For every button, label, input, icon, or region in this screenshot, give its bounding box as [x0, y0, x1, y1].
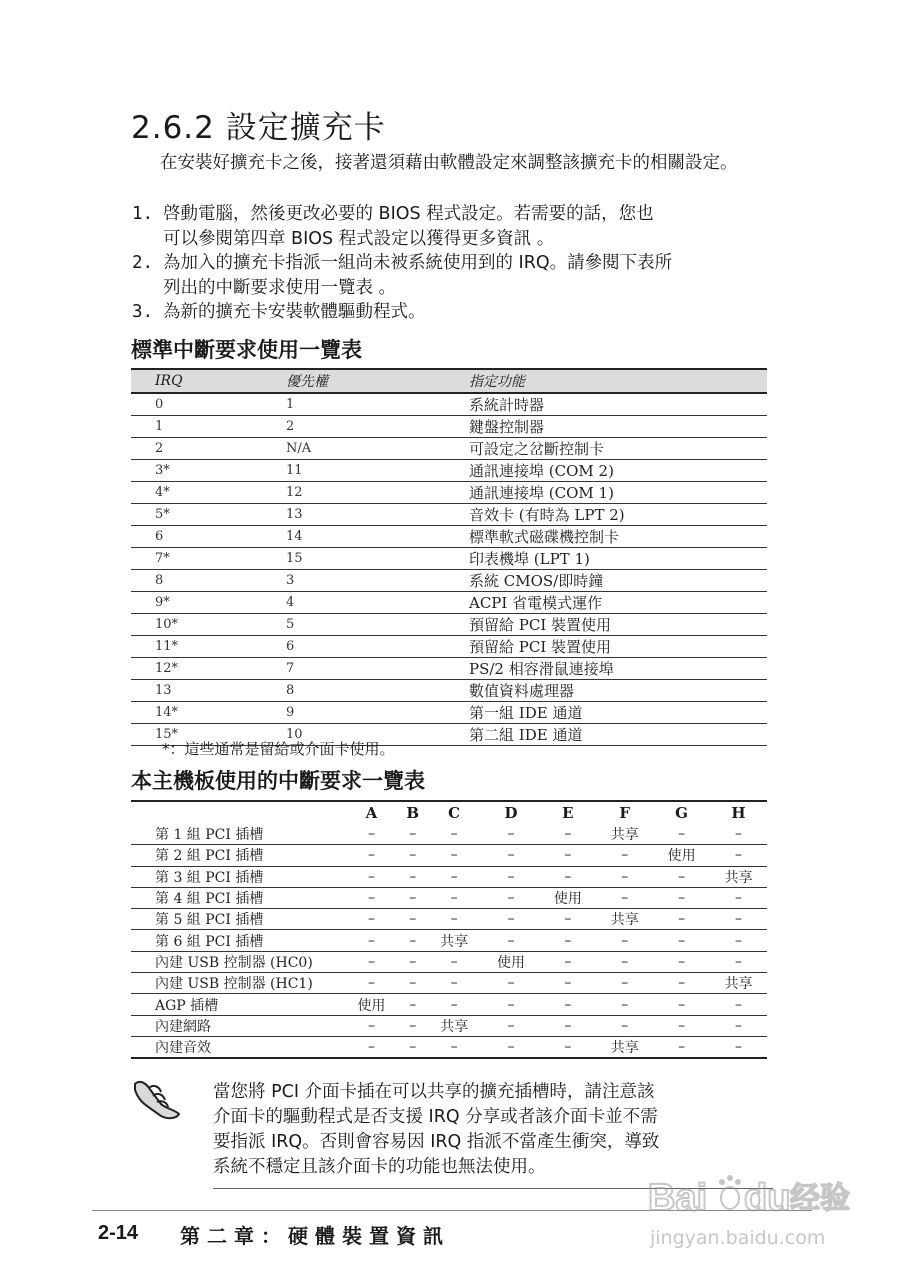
note-line: 當您將 PCI 介面卡插在可以共享的擴充插槽時，請注意該: [213, 1082, 655, 1102]
pci-table-row: [131, 994, 767, 1015]
int-assignment-cell: –: [539, 845, 596, 866]
int-assignment-cell: –: [710, 994, 767, 1015]
pci-table-row: [131, 824, 767, 845]
irq-table-row: [131, 702, 767, 724]
irq-cell: 13: [131, 680, 262, 702]
note-line: 介面卡的驅動程式是否支援 IRQ 分享或者該介面卡並不需: [213, 1107, 658, 1127]
int-assignment-cell: –: [539, 930, 596, 951]
irq-table-row: [131, 526, 767, 548]
int-column-header: F: [596, 801, 653, 824]
pointing-hand-icon: [131, 1074, 185, 1122]
irq-cell: 4*: [131, 482, 262, 504]
step-line: 為新的擴充卡安裝軟體驅動程式。: [163, 302, 426, 322]
int-assignment-cell: –: [426, 866, 483, 887]
priority-cell: 8: [262, 680, 443, 702]
step-line: 列出的中斷要求使用一覽表 。: [163, 277, 397, 298]
int-assignment-cell: 共享: [426, 930, 483, 951]
priority-cell: N/A: [262, 438, 443, 460]
watermark-brand: Bai: [648, 1177, 708, 1219]
int-assignment-cell: –: [426, 973, 483, 994]
int-assignment-cell: –: [710, 845, 767, 866]
priority-cell: 1: [262, 393, 443, 416]
watermark-url: jingyan.baidu.com: [650, 1227, 826, 1249]
function-cell: 數值資料處理器: [443, 680, 767, 702]
irq-cell: 8: [131, 570, 262, 592]
chapter-title: 第二章：硬體裝置資訊: [180, 1224, 450, 1248]
int-assignment-cell: –: [426, 887, 483, 908]
int-assignment-cell: 共享: [710, 973, 767, 994]
int-assignment-cell: –: [596, 994, 653, 1015]
slot-column-header: [131, 801, 343, 824]
step-item: [132, 300, 772, 325]
priority-cell: 6: [262, 636, 443, 658]
step-number: 2.: [132, 253, 154, 273]
irq-table-row: [131, 548, 767, 570]
int-assignment-cell: 使用: [653, 845, 710, 866]
irq-table-row: [131, 570, 767, 592]
pci-table-row: [131, 887, 767, 908]
irq-column-header: IRQ: [131, 369, 262, 393]
int-assignment-cell: –: [710, 1015, 767, 1036]
step-line: 可以參閱第四章 BIOS 程式設定以獲得更多資訊 。: [163, 228, 555, 249]
int-assignment-cell: –: [343, 930, 400, 951]
irq-cell: 9*: [131, 592, 262, 614]
slot-name-cell: 第 4 組 PCI 插槽: [131, 887, 343, 908]
irq-cell: 11*: [131, 636, 262, 658]
irq-table-row: [131, 614, 767, 636]
int-assignment-cell: –: [596, 973, 653, 994]
int-assignment-cell: –: [343, 887, 400, 908]
int-assignment-cell: –: [343, 909, 400, 930]
function-cell: 音效卡 (有時為 LPT 2): [443, 504, 767, 526]
int-assignment-cell: –: [483, 1015, 540, 1036]
function-cell: 通訊連接埠 (COM 1): [443, 482, 767, 504]
int-assignment-cell: –: [426, 845, 483, 866]
intro-text: 在安裝好擴充卡之後，接著還須藉由軟體設定來調整該擴充卡的相關設定。: [160, 153, 738, 173]
irq-cell: 1: [131, 416, 262, 438]
function-column-header: 指定功能: [443, 369, 767, 393]
int-assignment-cell: –: [539, 1036, 596, 1058]
int-assignment-cell: –: [539, 994, 596, 1015]
irq-table-row: [131, 658, 767, 680]
priority-cell: 3: [262, 570, 443, 592]
int-assignment-cell: –: [596, 887, 653, 908]
pci-table-row: [131, 909, 767, 930]
int-assignment-cell: –: [653, 1015, 710, 1036]
int-assignment-cell: –: [400, 1015, 426, 1036]
function-cell: 印表機埠 (LPT 1): [443, 548, 767, 570]
int-assignment-cell: –: [400, 930, 426, 951]
priority-cell: 7: [262, 658, 443, 680]
irq-cell: 15*: [131, 724, 262, 746]
int-assignment-cell: –: [596, 930, 653, 951]
function-cell: 標準軟式磁碟機控制卡: [443, 526, 767, 548]
int-assignment-cell: –: [483, 866, 540, 887]
section-title: 2.6.2 設定擴充卡: [131, 110, 386, 146]
irq-table-row: [131, 460, 767, 482]
int-assignment-cell: –: [400, 845, 426, 866]
int-assignment-cell: 共享: [596, 824, 653, 845]
int-assignment-cell: –: [539, 951, 596, 972]
pci-table-row: [131, 845, 767, 866]
int-assignment-cell: –: [343, 951, 400, 972]
step-number: 1.: [132, 204, 154, 224]
int-assignment-cell: –: [483, 1036, 540, 1058]
irq-cell: 0: [131, 393, 262, 416]
priority-cell: 11: [262, 460, 443, 482]
int-assignment-cell: –: [596, 845, 653, 866]
int-assignment-cell: –: [710, 909, 767, 930]
priority-cell: 2: [262, 416, 443, 438]
priority-cell: 10: [262, 724, 443, 746]
int-assignment-cell: –: [653, 994, 710, 1015]
int-assignment-cell: –: [426, 994, 483, 1015]
irq-table-row: [131, 416, 767, 438]
pci-irq-table: [131, 800, 767, 1059]
pci-table-header: [131, 801, 767, 824]
function-cell: 預留給 PCI 裝置使用: [443, 614, 767, 636]
slot-name-cell: 第 1 組 PCI 插槽: [131, 824, 343, 845]
note-line: 要指派 IRQ。否則會容易因 IRQ 指派不當產生衝突，導致: [213, 1132, 660, 1152]
int-column-header: A: [343, 801, 400, 824]
irq-table-row: [131, 482, 767, 504]
step-number: 3.: [132, 302, 154, 322]
function-cell: 鍵盤控制器: [443, 416, 767, 438]
int-assignment-cell: –: [596, 866, 653, 887]
irq-footnote: *：這些通常是留給或介面卡使用。: [162, 740, 395, 758]
int-assignment-cell: –: [400, 994, 426, 1015]
function-cell: ACPI 省電模式運作: [443, 592, 767, 614]
irq-table-row: [131, 592, 767, 614]
int-assignment-cell: –: [426, 909, 483, 930]
int-assignment-cell: –: [539, 824, 596, 845]
priority-cell: 15: [262, 548, 443, 570]
int-assignment-cell: –: [343, 1036, 400, 1058]
irq-table-header: [131, 369, 767, 393]
irq-table-row: [131, 680, 767, 702]
int-assignment-cell: –: [400, 1036, 426, 1058]
slot-name-cell: 第 5 組 PCI 插槽: [131, 909, 343, 930]
int-assignment-cell: –: [653, 824, 710, 845]
int-assignment-cell: 共享: [596, 909, 653, 930]
int-assignment-cell: –: [653, 973, 710, 994]
int-assignment-cell: –: [539, 973, 596, 994]
int-assignment-cell: –: [400, 866, 426, 887]
page-number: 2-14: [98, 1222, 139, 1244]
irq-table-row: [131, 393, 767, 416]
int-assignment-cell: –: [400, 973, 426, 994]
int-assignment-cell: –: [539, 1015, 596, 1036]
function-cell: 預留給 PCI 裝置使用: [443, 636, 767, 658]
pci-table-row: [131, 1036, 767, 1058]
int-assignment-cell: –: [343, 866, 400, 887]
slot-name-cell: 第 2 組 PCI 插槽: [131, 845, 343, 866]
pci-table-row: [131, 930, 767, 951]
int-assignment-cell: –: [343, 973, 400, 994]
function-cell: PS/2 相容滑鼠連接埠: [443, 658, 767, 680]
int-assignment-cell: –: [653, 866, 710, 887]
int-assignment-cell: –: [483, 887, 540, 908]
int-assignment-cell: –: [343, 1015, 400, 1036]
int-assignment-cell: –: [596, 951, 653, 972]
irq-table-heading: 標準中斷要求使用一覽表: [131, 338, 362, 362]
priority-cell: 9: [262, 702, 443, 724]
steps-list: [132, 202, 772, 325]
int-assignment-cell: –: [426, 951, 483, 972]
int-assignment-cell: –: [483, 845, 540, 866]
slot-name-cell: 第 3 組 PCI 插槽: [131, 866, 343, 887]
watermark-brand-2: du: [744, 1177, 791, 1219]
step-item: [132, 202, 772, 251]
priority-cell: 13: [262, 504, 443, 526]
irq-cell: 14*: [131, 702, 262, 724]
int-assignment-cell: –: [653, 887, 710, 908]
priority-cell: 12: [262, 482, 443, 504]
int-assignment-cell: 共享: [426, 1015, 483, 1036]
int-assignment-cell: –: [596, 1015, 653, 1036]
pci-table-row: [131, 951, 767, 972]
irq-table: [131, 368, 767, 746]
irq-cell: 3*: [131, 460, 262, 482]
int-assignment-cell: –: [539, 909, 596, 930]
int-assignment-cell: –: [653, 1036, 710, 1058]
int-assignment-cell: 共享: [596, 1036, 653, 1058]
irq-cell: 6: [131, 526, 262, 548]
int-assignment-cell: –: [539, 866, 596, 887]
slot-name-cell: AGP 插槽: [131, 994, 343, 1015]
irq-cell: 10*: [131, 614, 262, 636]
int-assignment-cell: 共享: [710, 866, 767, 887]
function-cell: 可設定之岔斷控制卡: [443, 438, 767, 460]
slot-name-cell: 內建 USB 控制器 (HC0): [131, 951, 343, 972]
irq-cell: 7*: [131, 548, 262, 570]
pci-table-row: [131, 1015, 767, 1036]
int-assignment-cell: 使用: [483, 951, 540, 972]
step-item: [132, 251, 772, 300]
irq-cell: 5*: [131, 504, 262, 526]
int-column-header: H: [710, 801, 767, 824]
slot-name-cell: 第 6 組 PCI 插槽: [131, 930, 343, 951]
function-cell: 通訊連接埠 (COM 2): [443, 460, 767, 482]
slot-name-cell: 內建網路: [131, 1015, 343, 1036]
slot-name-cell: 內建音效: [131, 1036, 343, 1058]
pci-table-row: [131, 866, 767, 887]
int-assignment-cell: –: [710, 951, 767, 972]
int-column-header: C: [426, 801, 483, 824]
watermark-label: 经验: [790, 1181, 850, 1216]
int-assignment-cell: –: [400, 824, 426, 845]
irq-table-row: [131, 636, 767, 658]
function-cell: 第一組 IDE 通道: [443, 702, 767, 724]
priority-cell: 5: [262, 614, 443, 636]
int-assignment-cell: –: [343, 845, 400, 866]
pci-table-heading: 本主機板使用的中斷要求一覽表: [131, 769, 425, 793]
function-cell: 系統計時器: [443, 393, 767, 416]
int-assignment-cell: –: [653, 909, 710, 930]
int-column-header: E: [539, 801, 596, 824]
int-assignment-cell: –: [653, 951, 710, 972]
int-assignment-cell: –: [710, 1036, 767, 1058]
function-cell: 系統 CMOS/即時鐘: [443, 570, 767, 592]
priority-cell: 14: [262, 526, 443, 548]
int-assignment-cell: –: [426, 1036, 483, 1058]
int-assignment-cell: –: [483, 973, 540, 994]
int-assignment-cell: –: [710, 824, 767, 845]
int-column-header: D: [483, 801, 540, 824]
int-assignment-cell: –: [483, 994, 540, 1015]
int-assignment-cell: –: [343, 824, 400, 845]
priority-column-header: 優先權: [262, 369, 443, 393]
int-assignment-cell: 使用: [343, 994, 400, 1015]
int-assignment-cell: –: [653, 930, 710, 951]
int-assignment-cell: –: [483, 909, 540, 930]
irq-table-row: [131, 504, 767, 526]
int-column-header: G: [653, 801, 710, 824]
int-assignment-cell: –: [710, 930, 767, 951]
irq-cell: 12*: [131, 658, 262, 680]
int-assignment-cell: –: [710, 887, 767, 908]
slot-name-cell: 內建 USB 控制器 (HC1): [131, 973, 343, 994]
paw-icon: [719, 1175, 741, 1209]
int-column-header: B: [400, 801, 426, 824]
intro-paragraph: [130, 150, 770, 176]
note-line: 系統不穩定且該介面卡的功能也無法使用。: [213, 1157, 546, 1177]
baidu-watermark: [640, 1162, 880, 1262]
int-assignment-cell: –: [400, 887, 426, 908]
step-line: 啓動電腦，然後更改必要的 BIOS 程式設定。若需要的話，您也: [163, 204, 654, 224]
int-assignment-cell: –: [400, 909, 426, 930]
irq-table-row: [131, 438, 767, 460]
int-assignment-cell: –: [400, 951, 426, 972]
pci-table-row: [131, 973, 767, 994]
int-assignment-cell: –: [483, 930, 540, 951]
function-cell: 第二組 IDE 通道: [443, 724, 767, 746]
step-line: 為加入的擴充卡指派一組尚未被系統使用到的 IRQ。請參閱下表所: [163, 253, 673, 273]
irq-cell: 2: [131, 438, 262, 460]
priority-cell: 4: [262, 592, 443, 614]
int-assignment-cell: 使用: [539, 887, 596, 908]
int-assignment-cell: –: [426, 824, 483, 845]
int-assignment-cell: –: [483, 824, 540, 845]
